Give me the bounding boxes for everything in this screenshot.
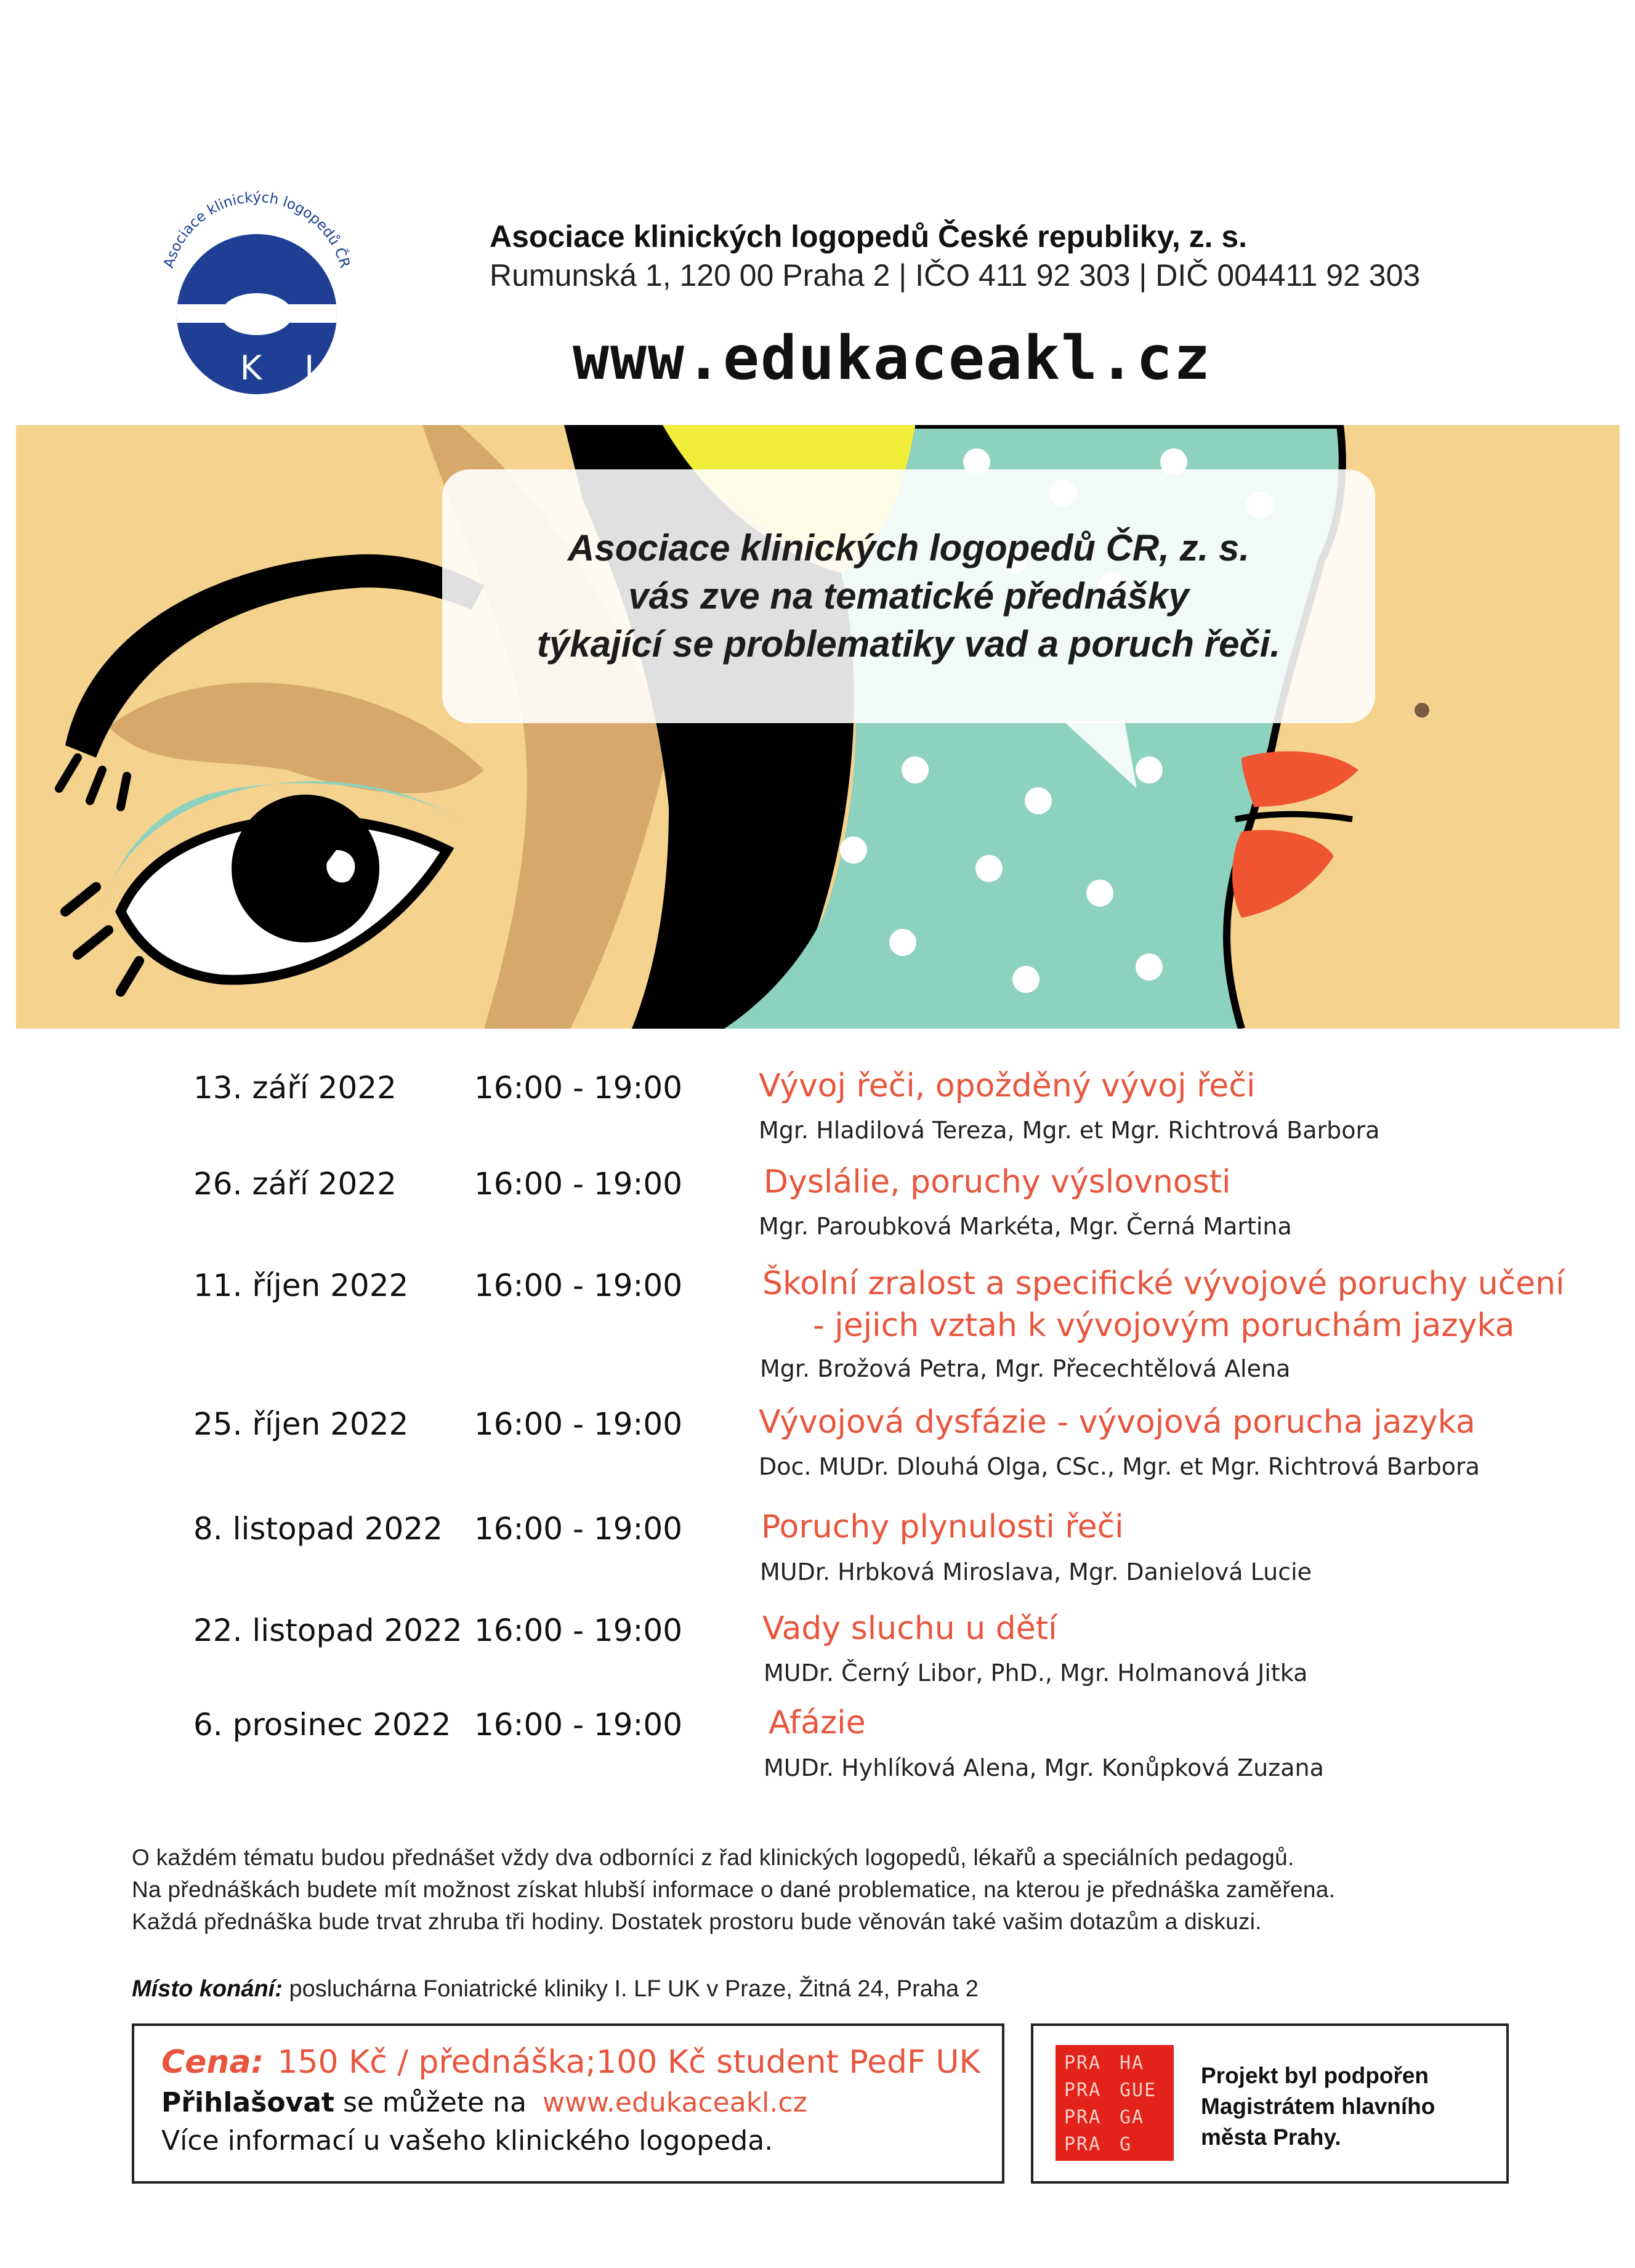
registration-line bbox=[161, 2087, 807, 2118]
lecture-date: 11. říjen 2022 bbox=[193, 1268, 409, 1303]
invitation-bubble bbox=[442, 469, 1375, 723]
beauty-mark bbox=[1415, 703, 1429, 718]
price-text: 150 Kč / přednáška;100 Kč student PedF UK bbox=[277, 2044, 980, 2081]
invitation-line: týkající se problematiky vad a poruch řeči. bbox=[536, 623, 1281, 665]
logo-letters: A K L bbox=[174, 349, 339, 387]
lecture-speakers: Doc. MUDr. Dlouhá Olga, CSc., Mgr. et Mgr. Richtrová Barbora bbox=[759, 1453, 1480, 1480]
logo-arc-text: Asociace klinických logopedů ČR bbox=[161, 189, 353, 270]
lecture-time: 16:00 - 19:00 bbox=[474, 1070, 683, 1106]
venue-label: Místo konání: bbox=[132, 1976, 283, 2002]
praha-logo: PRA HA PRA GUE PRA GA PRA G bbox=[1056, 2045, 1174, 2161]
register-link[interactable]: www.edukaceakl.cz bbox=[543, 2087, 807, 2118]
website-url[interactable]: www.edukaceakl.cz bbox=[573, 323, 1212, 394]
lecture-title: Vývojová dysfázie - vývojová porucha jazyka bbox=[759, 1404, 1476, 1441]
more-info: Více informací u vašeho klinického logopeda. bbox=[161, 2125, 773, 2157]
lecture-title: Afázie bbox=[769, 1704, 866, 1741]
organization-name: Asociace klinických logopedů České republiky, z. s. bbox=[490, 219, 1248, 254]
lecture-date: 6. prosinec 2022 bbox=[193, 1707, 451, 1743]
invitation-line: vás zve na tematické přednášky bbox=[628, 575, 1189, 617]
venue bbox=[132, 1976, 979, 2003]
info-line: O každém tématu budou přednášet vždy dva odborníci z řad klinických logopedů, lékařů a speciálních pedagogů. bbox=[132, 1845, 1294, 1870]
lecture-date: 22. listopad 2022 bbox=[193, 1613, 462, 1648]
lecture-time: 16:00 - 19:00 bbox=[474, 1406, 683, 1442]
info-line: Na přednáškách budete mít možnost získat hlubší informace o dané problematice, na kterou je přednáška zaměřena. bbox=[132, 1877, 1336, 1902]
organization-address: Rumunská 1, 120 00 Praha 2 | IČO 411 92 303 | DIČ 004411 92 303 bbox=[490, 258, 1421, 293]
lecture-title: Poruchy plynulosti řeči bbox=[761, 1509, 1124, 1545]
price-label: Cena: bbox=[161, 2044, 264, 2081]
info-line: Každá přednáška bude trvat zhruba tři hodiny. Dostatek prostoru bude věnován také vašim dotazům a diskuzi. bbox=[132, 1909, 1262, 1934]
venue-text: posluchárna Foniatrické kliniky I. LF UK v Praze, Žitná 24, Praha 2 bbox=[289, 1976, 979, 2002]
support-line: města Prahy. bbox=[1201, 2124, 1341, 2150]
lecture-date: 25. říjen 2022 bbox=[193, 1406, 409, 1442]
lecture-title: Školní zralost a specifické vývojové poruchy učení bbox=[762, 1265, 1565, 1302]
support-line: Projekt byl podpořen bbox=[1201, 2063, 1429, 2088]
lecture-title: Dyslálie, poruchy výslovnosti bbox=[764, 1164, 1231, 1201]
lecture-time: 16:00 - 19:00 bbox=[474, 1707, 683, 1743]
lecture-speakers: Mgr. Paroubková Markéta, Mgr. Černá Martina bbox=[759, 1213, 1292, 1240]
lecture-date: 26. září 2022 bbox=[193, 1166, 397, 1202]
lecture-date: 13. září 2022 bbox=[193, 1070, 397, 1106]
lecture-date: 8. listopad 2022 bbox=[193, 1511, 443, 1547]
support-text bbox=[1201, 2060, 1435, 2153]
lecture-speakers: MUDr. Černý Libor, PhD., Mgr. Holmanová Jitka bbox=[764, 1659, 1308, 1687]
register-bold: Přihlašovat bbox=[161, 2087, 334, 2118]
lecture-speakers: Mgr. Brožová Petra, Mgr. Přecechtělová Alena bbox=[760, 1355, 1291, 1382]
lecture-time: 16:00 - 19:00 bbox=[474, 1613, 683, 1648]
register-text: se můžete na bbox=[342, 2087, 527, 2118]
lecture-title: Vady sluchu u dětí bbox=[762, 1610, 1057, 1647]
akl-logo bbox=[132, 153, 379, 399]
lecture-title-continued: - jejich vztah k vývojovým poruchám jazyka bbox=[813, 1307, 1515, 1344]
lecture-speakers: MUDr. Hyhlíková Alena, Mgr. Konůpková Zuzana bbox=[764, 1754, 1324, 1781]
lecture-time: 16:00 - 19:00 bbox=[474, 1268, 683, 1303]
lecture-speakers: MUDr. Hrbková Miroslava, Mgr. Danielová Lucie bbox=[760, 1558, 1312, 1586]
support-line: Magistrátem hlavního bbox=[1201, 2094, 1435, 2119]
lecture-title: Vývoj řeči, opožděný vývoj řeči bbox=[759, 1067, 1256, 1104]
lecture-time: 16:00 - 19:00 bbox=[474, 1511, 683, 1547]
lecture-speakers: Mgr. Hladilová Tereza, Mgr. et Mgr. Richtrová Barbora bbox=[759, 1117, 1380, 1144]
iris bbox=[232, 795, 379, 942]
lecture-time: 16:00 - 19:00 bbox=[474, 1166, 683, 1202]
price-line bbox=[161, 2044, 980, 2081]
invitation-line: Asociace klinických logopedů ČR, z. s. bbox=[568, 527, 1249, 569]
